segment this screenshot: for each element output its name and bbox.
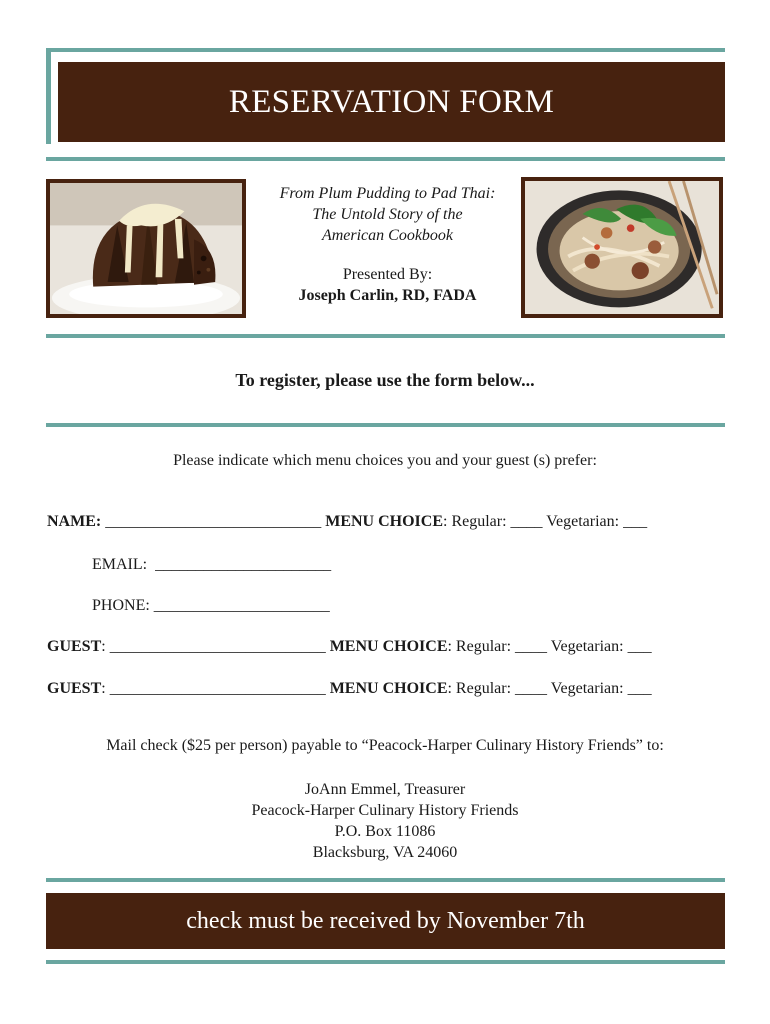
divider-above-footer: [46, 878, 725, 882]
divider-under-title: [46, 157, 725, 161]
frame-line-left-top: [46, 48, 51, 144]
guest-label: GUEST: [47, 680, 102, 697]
frame-line-top: [46, 48, 725, 52]
address-line-3: P.O. Box 11086: [334, 823, 436, 840]
phone-row: [92, 597, 330, 615]
presented-by-label: Presented By:: [342, 266, 433, 283]
guest-row-1: [47, 638, 652, 656]
menu-choice-options[interactable]: : Regular: ____ Vegetarian: ___: [447, 638, 652, 655]
divider-under-register: [46, 423, 725, 427]
guest-field[interactable]: : ___________________________: [101, 638, 330, 655]
deadline-banner: check must be received by November 7th: [46, 893, 725, 949]
menu-choice-label: MENU CHOICE: [325, 513, 443, 530]
page-title: RESERVATION FORM: [58, 62, 725, 142]
register-heading: To register, please use the form below...: [235, 370, 535, 390]
address-line-4: Blacksburg, VA 24060: [312, 844, 458, 861]
email-row: [92, 556, 331, 574]
guest-label: GUEST: [47, 638, 102, 655]
presenter-name: Joseph Carlin, RD, FADA: [298, 287, 477, 304]
guest-row-2: [47, 680, 652, 698]
plum-pudding-photo: [46, 179, 246, 318]
mail-instructions: Mail check ($25 per person) payable to “Peacock-Harper Culinary History Friends” to:: [106, 737, 664, 754]
email-field[interactable]: ______________________: [147, 556, 332, 573]
phone-label: PHONE:: [92, 597, 150, 614]
menu-choice-options[interactable]: : Regular: ____ Vegetarian: ___: [447, 680, 652, 697]
address-line-2: Peacock-Harper Culinary History Friends: [251, 802, 519, 819]
mailing-address: [0, 779, 770, 863]
name-label: NAME:: [47, 513, 102, 530]
menu-choice-options[interactable]: : Regular: ____ Vegetarian: ___: [443, 513, 648, 530]
name-row: [47, 513, 647, 531]
phone-field[interactable]: ______________________: [149, 597, 330, 614]
book-title-line-3: American Cookbook: [321, 227, 454, 244]
divider-bottom: [46, 960, 725, 964]
email-label: EMAIL:: [92, 556, 148, 573]
menu-choice-label: MENU CHOICE: [329, 680, 448, 697]
menu-instructions: Please indicate which menu choices you and your guest (s) prefer:: [173, 452, 597, 469]
menu-choice-label: MENU CHOICE: [329, 638, 448, 655]
address-line-1: JoAnn Emmel, Treasurer: [304, 781, 466, 798]
divider-under-photos: [46, 334, 725, 338]
name-field[interactable]: ___________________________: [101, 513, 326, 530]
pad-thai-photo: [521, 177, 723, 318]
book-title-line-1: From Plum Pudding to Pad Thai:: [279, 185, 496, 202]
event-info: [255, 183, 520, 306]
guest-field[interactable]: : ___________________________: [101, 680, 330, 697]
book-title-line-2: The Untold Story of the: [312, 206, 463, 223]
